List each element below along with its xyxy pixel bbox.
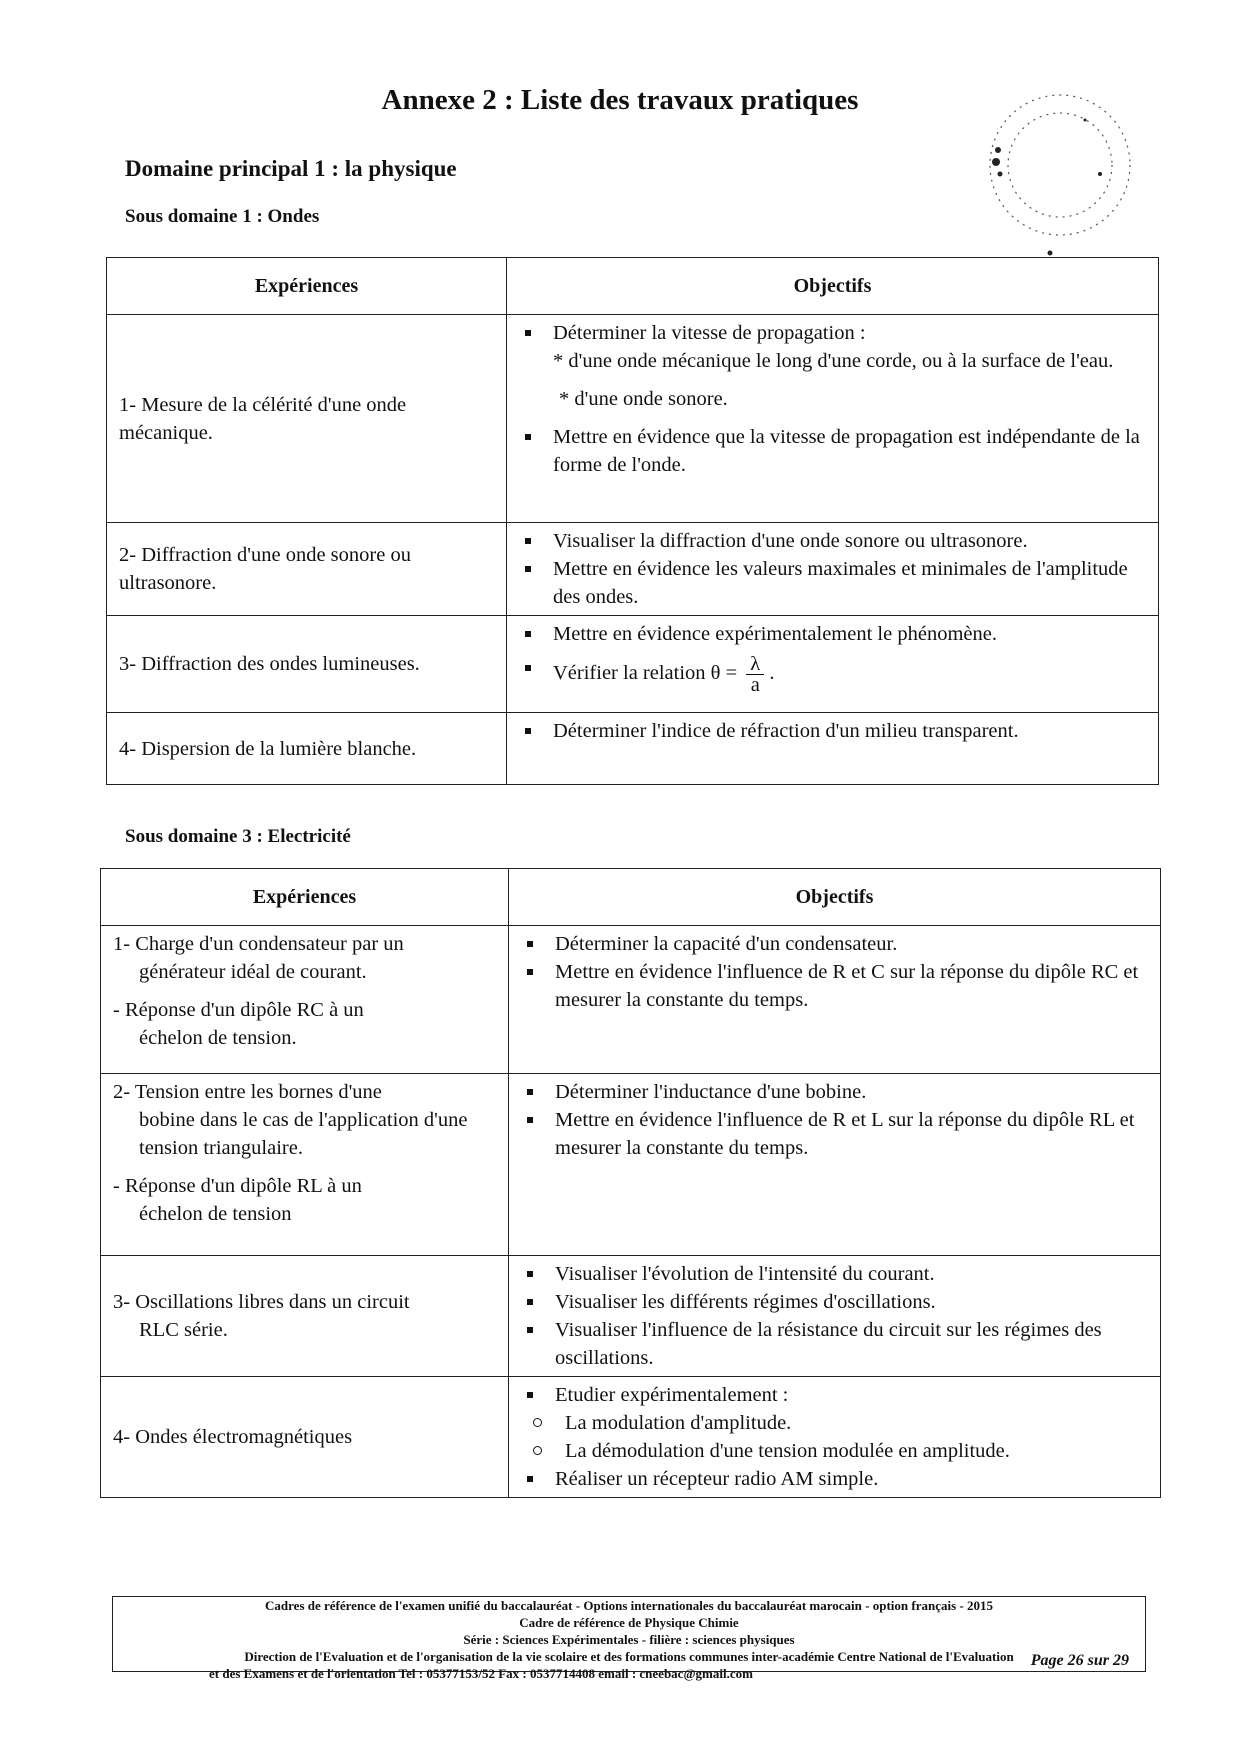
objective-cell bbox=[509, 1377, 1161, 1498]
lambda-over-a-fraction bbox=[746, 654, 764, 695]
objective-cell bbox=[507, 315, 1159, 523]
objective-cell bbox=[509, 1256, 1161, 1377]
objective-item: Mettre en évidence expérimentalement le phénomène. bbox=[517, 620, 1148, 648]
objective-item: Déterminer l'indice de réfraction d'un milieu transparent. bbox=[517, 717, 1148, 745]
page-footer bbox=[112, 1596, 1146, 1681]
table-row bbox=[101, 1074, 1161, 1256]
objective-item: Réaliser un récepteur radio AM simple. bbox=[519, 1465, 1150, 1493]
experience-line: générateur idéal de courant. bbox=[139, 961, 367, 983]
header-experiences: Expériences bbox=[101, 869, 509, 926]
subdomain-1-heading: Sous domaine 1 : Ondes bbox=[125, 206, 320, 227]
table-row bbox=[101, 926, 1161, 1074]
header-objectifs: Objectifs bbox=[507, 258, 1159, 315]
table-header-row bbox=[107, 258, 1159, 315]
objective-item: Visualiser l'évolution de l'intensité du courant. bbox=[519, 1260, 1150, 1288]
experience-cell bbox=[101, 1074, 509, 1256]
objective-item: Déterminer l'inductance d'une bobine. bbox=[519, 1078, 1150, 1106]
footer-line: Série : Sciences Expérimentales - filière : sciences physiques bbox=[463, 1632, 795, 1647]
footer-line: et des Examens et de l'orientation Tel : 05377153/52 Fax : 0537714408 email : cneebac@gmail.com bbox=[209, 1666, 753, 1681]
objective-item bbox=[517, 654, 1148, 695]
objective-item: Visualiser la diffraction d'une onde sonore ou ultrasonore. bbox=[517, 527, 1148, 555]
experience-line: 2- Tension entre les bornes d'une bbox=[113, 1081, 382, 1103]
experience-line: - Réponse d'un dipôle RC à un bbox=[113, 999, 364, 1021]
objective-item: Visualiser l'influence de la résistance du circuit sur les régimes des oscillations. bbox=[519, 1316, 1150, 1372]
experience-cell: 4- Dispersion de la lumière blanche. bbox=[107, 713, 507, 785]
experience-cell: 1- Mesure de la célérité d'une onde mécanique. bbox=[107, 315, 507, 523]
subdomain-3-heading: Sous domaine 3 : Electricité bbox=[125, 826, 351, 847]
fraction-numerator: λ bbox=[746, 654, 764, 675]
objective-text: Vérifier la relation θ = bbox=[553, 662, 738, 685]
objective-text: Déterminer la vitesse de propagation : bbox=[553, 322, 866, 344]
table-row bbox=[107, 315, 1159, 523]
experience-line: bobine dans le cas de l'application d'une tension triangulaire. bbox=[139, 1109, 468, 1159]
table-row bbox=[101, 1256, 1161, 1377]
fraction-denominator: a bbox=[750, 674, 760, 696]
table-header-row bbox=[101, 869, 1161, 926]
objective-sub: * d'une onde sonore. bbox=[559, 388, 728, 410]
table-row bbox=[107, 616, 1159, 713]
page-title: Annexe 2 : Liste des travaux pratiques bbox=[381, 84, 859, 116]
objective-text: Etudier expérimentalement : bbox=[555, 1384, 789, 1406]
table-row bbox=[107, 713, 1159, 785]
objective-item: Déterminer la capacité d'un condensateur. bbox=[519, 930, 1150, 958]
objective-item: Mettre en évidence l'influence de R et C sur la réponse du dipôle RC et mesurer la constante du temps. bbox=[519, 958, 1150, 1014]
experience-cell: 3- Diffraction des ondes lumineuses. bbox=[107, 616, 507, 713]
objective-item: Mettre en évidence l'influence de R et L sur la réponse du dipôle RL et mesurer la constante du temps. bbox=[519, 1106, 1150, 1162]
table-row bbox=[107, 523, 1159, 616]
objective-suffix: . bbox=[769, 662, 775, 685]
objective-subitem: La démodulation d'une tension modulée en amplitude. bbox=[519, 1437, 1150, 1465]
experience-line: RLC série. bbox=[139, 1319, 228, 1341]
objective-cell bbox=[507, 616, 1159, 713]
objective-item: Visualiser les différents régimes d'oscillations. bbox=[519, 1288, 1150, 1316]
objective-item: Mettre en évidence les valeurs maximales et minimales de l'amplitude des ondes. bbox=[517, 555, 1148, 611]
objective-item bbox=[519, 1381, 1150, 1409]
page-number: Page 26 sur 29 bbox=[1030, 1652, 1129, 1669]
experience-cell: 2- Diffraction d'une onde sonore ou ultrasonore. bbox=[107, 523, 507, 616]
experience-cell bbox=[101, 1256, 509, 1377]
table-ondes bbox=[106, 257, 1159, 785]
footer-line: Direction de l'Evaluation et de l'organisation de la vie scolaire et des formations communes inter-académie Centre National de l'Evaluation bbox=[244, 1649, 1014, 1664]
table-electricite bbox=[100, 868, 1161, 1498]
footer-line: Cadres de référence de l'examen unifié du baccalauréat - Options internationales du baccalauréat marocain - option français - 2015 bbox=[265, 1598, 993, 1613]
header-objectifs: Objectifs bbox=[509, 869, 1161, 926]
objective-cell bbox=[509, 926, 1161, 1074]
experience-line: 3- Oscillations libres dans un circuit bbox=[113, 1291, 410, 1313]
objective-cell bbox=[509, 1074, 1161, 1256]
objective-cell bbox=[507, 713, 1159, 785]
objective-cell bbox=[507, 523, 1159, 616]
objective-subitem: La modulation d'amplitude. bbox=[519, 1409, 1150, 1437]
stamp-seal-icon bbox=[980, 70, 1150, 260]
domain-heading: Domaine principal 1 : la physique bbox=[125, 156, 457, 181]
objective-item bbox=[517, 319, 1148, 413]
experience-line: échelon de tension bbox=[139, 1203, 292, 1225]
footer-line: Cadre de référence de Physique Chimie bbox=[519, 1615, 739, 1630]
experience-line: 4- Ondes électromagnétiques bbox=[113, 1426, 353, 1448]
experience-line: 1- Charge d'un condensateur par un bbox=[113, 933, 404, 955]
experience-cell bbox=[101, 1377, 509, 1498]
experience-line: - Réponse d'un dipôle RL à un bbox=[113, 1175, 362, 1197]
header-experiences: Expériences bbox=[107, 258, 507, 315]
experience-cell bbox=[101, 926, 509, 1074]
objective-item: Mettre en évidence que la vitesse de propagation est indépendante de la forme de l'onde. bbox=[517, 423, 1148, 479]
table-row bbox=[101, 1377, 1161, 1498]
experience-line: échelon de tension. bbox=[139, 1027, 297, 1049]
objective-sub: * d'une onde mécanique le long d'une corde, ou à la surface de l'eau. bbox=[553, 350, 1114, 372]
